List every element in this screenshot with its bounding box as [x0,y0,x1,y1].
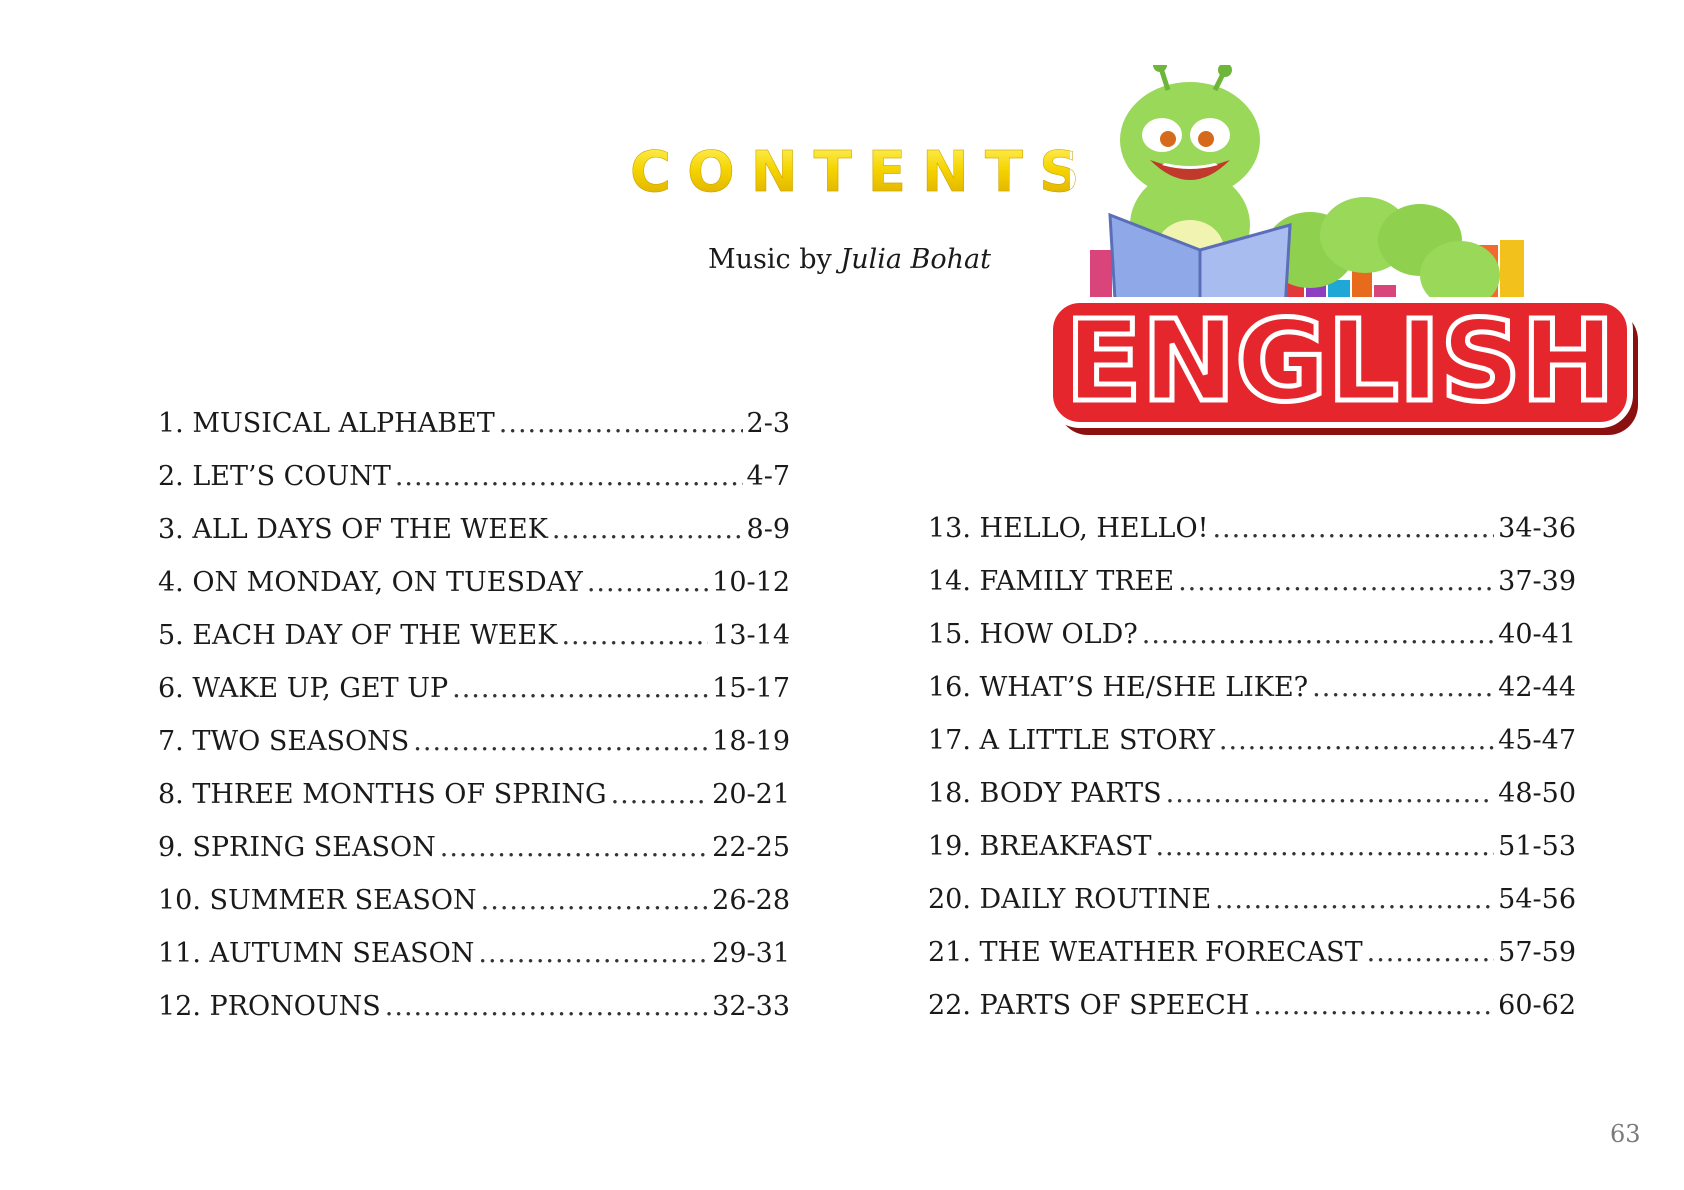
contents-entry [928,937,1576,990]
page-number: 63 [1610,1120,1641,1148]
contents-entry-title: 8. THREE MONTHS OF SPRING [158,779,607,810]
dot-leader [1215,884,1494,915]
dot-leader [561,620,708,651]
english-word-text: ENGLISH [1065,297,1615,427]
music-credit [708,244,991,275]
contents-entry-pages: 42-44 [1498,672,1576,703]
dot-leader [1212,513,1494,544]
contents-entry-title: 14. FAMILY TREE [928,566,1175,597]
contents-entry-pages: 10-12 [712,567,790,598]
dot-leader [1253,990,1494,1021]
contents-entry [158,832,790,885]
dot-leader [478,938,708,969]
contents-entry [928,778,1576,831]
contents-entry-pages: 60-62 [1498,990,1576,1021]
contents-entry-pages: 18-19 [712,726,790,757]
contents-entry-title: 20. DAILY ROUTINE [928,884,1212,915]
dot-leader [385,991,708,1022]
contents-entry [158,885,790,938]
contents-entry-title: 21. THE WEATHER FORECAST [928,937,1363,968]
contents-entry-pages: 8-9 [746,514,790,545]
contents-entry [158,938,790,991]
contents-entry [158,567,790,620]
contents-entry-pages: 48-50 [1498,778,1576,809]
contents-entry-title: 22. PARTS OF SPEECH [928,990,1250,1021]
contents-entry-title: 6. WAKE UP, GET UP [158,673,449,704]
contents-entry-pages: 29-31 [712,938,790,969]
dot-leader [413,726,708,757]
contents-entry-title: 19. BREAKFAST [928,831,1152,862]
dot-leader [552,514,743,545]
contents-entry [928,672,1576,725]
contents-entry-pages: 32-33 [712,991,790,1022]
dot-leader [1178,566,1494,597]
contents-entry-title: 10. SUMMER SEASON [158,885,477,916]
contents-entry-title: 18. BODY PARTS [928,778,1162,809]
music-credit-prefix: Music by [708,244,832,275]
contents-list-right [928,513,1576,1043]
contents-entry [158,726,790,779]
contents-entry-title: 17. A LITTLE STORY [928,725,1215,756]
contents-entry-title: 4. ON MONDAY, ON TUESDAY [158,567,583,598]
contents-entry [928,831,1576,884]
contents-entry [158,408,790,461]
contents-entry-pages: 40-41 [1498,619,1576,650]
contents-entry [928,884,1576,937]
contents-entry-pages: 34-36 [1498,513,1576,544]
contents-entry-pages: 26-28 [712,885,790,916]
contents-entry-pages: 4-7 [746,461,790,492]
caterpillar-reading-book-icon [1050,65,1650,475]
contents-list-left [158,408,790,1044]
contents-entry-title: 5. EACH DAY OF THE WEEK [158,620,558,651]
dot-leader [1312,672,1494,703]
dot-leader [1219,725,1494,756]
dot-leader [499,408,743,439]
contents-entry-pages: 2-3 [746,408,790,439]
contents-entry-pages: 51-53 [1498,831,1576,862]
contents-entry-title: 13. HELLO, HELLO! [928,513,1209,544]
contents-entry [158,673,790,726]
dot-leader [440,832,708,863]
contents-entry-title: 9. SPRING SEASON [158,832,436,863]
contents-entry-title: 3. ALL DAYS OF THE WEEK [158,514,548,545]
dot-leader [1155,831,1494,862]
dot-leader [587,567,708,598]
music-credit-author: Julia Bohat [840,244,991,275]
contents-entry [158,620,790,673]
contents-entry [928,513,1576,566]
contents-entry [928,990,1576,1043]
dot-leader [611,779,709,810]
contents-entry [158,779,790,832]
contents-entry-pages: 15-17 [712,673,790,704]
contents-entry-title: 11. AUTUMN SEASON [158,938,475,969]
contents-entry-pages: 22-25 [712,832,790,863]
contents-entry [158,461,790,514]
dot-leader [481,885,709,916]
contents-entry-title: 16. WHAT’S HE/SHE LIKE? [928,672,1309,703]
contents-entry-pages: 13-14 [712,620,790,651]
contents-entry-pages: 20-21 [712,779,790,810]
page-title: CONTENTS [630,140,1096,205]
contents-entry-pages: 54-56 [1498,884,1576,915]
contents-entry-title: 7. TWO SEASONS [158,726,410,757]
dot-leader [1166,778,1495,809]
contents-entry-title: 1. MUSICAL ALPHABET [158,408,495,439]
dot-leader [452,673,708,704]
dot-leader [395,461,743,492]
contents-entry [928,619,1576,672]
contents-entry-title: 12. PRONOUNS [158,991,381,1022]
contents-entry [158,514,790,567]
contents-entry [158,991,790,1044]
contents-entry-pages: 37-39 [1498,566,1576,597]
dot-leader [1142,619,1494,650]
dot-leader [1367,937,1495,968]
contents-entry [928,725,1576,778]
english-word-logo [1050,297,1638,435]
contents-entry-title: 2. LET’S COUNT [158,461,391,492]
contents-entry [928,566,1576,619]
contents-entry-pages: 45-47 [1498,725,1576,756]
contents-entry-title: 15. HOW OLD? [928,619,1138,650]
contents-entry-pages: 57-59 [1498,937,1576,968]
